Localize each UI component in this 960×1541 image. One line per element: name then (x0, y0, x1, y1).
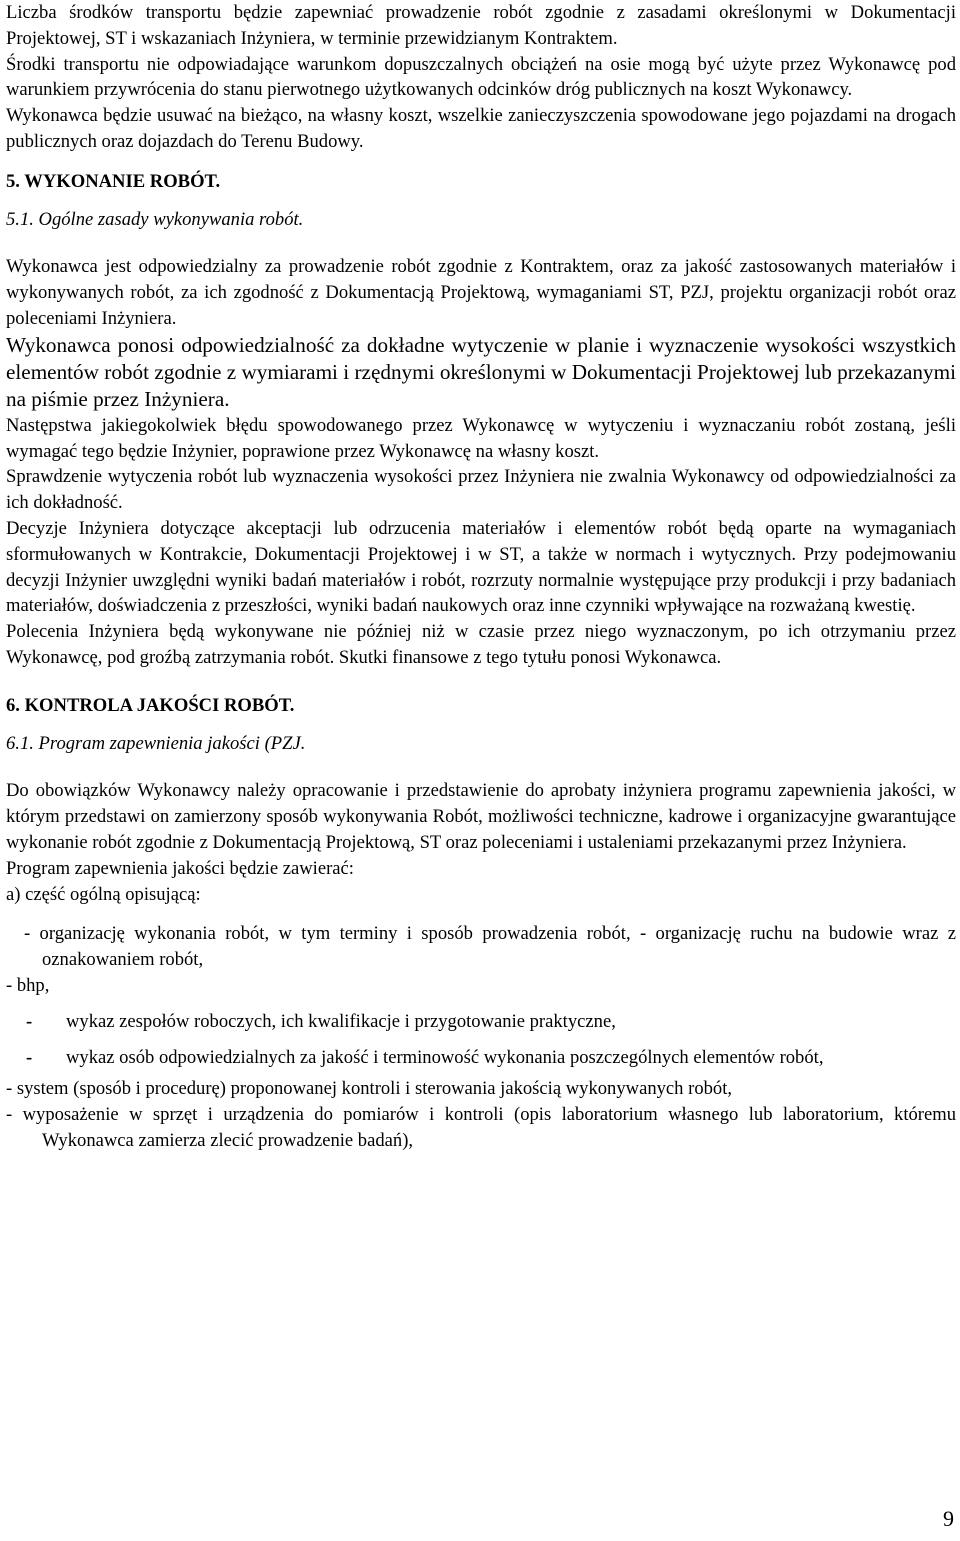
bullet-text: wykaz zespołów roboczych, ich kwalifikacje i przygotowanie praktyczne, (66, 1010, 616, 1032)
paragraph-pzj-intro: Do obowiązków Wykonawcy należy opracowanie i przedstawienie do aprobaty inżyniera programu zapewnienia jakości, w którym przedstawi on zamierzony sposób wykonywania Robót, możliwości techniczne, kadrowe i organizacyjne gwarantujące wykonanie robót zgodnie z Dokumentacją Projektową, ST oraz poleceniami i ustaleniami przekazanymi przez Inżyniera. (6, 780, 956, 853)
paragraph-transport-load: Środki transportu nie odpowiadające warunkom dopuszczalnych obciążeń na osie mogą być użyte przez Wykonawcę pod warunkiem przywrócenia do stanu pierwotnego użytkowanych odcinków dróg publicznych na koszt Wykonawcy. (6, 53, 956, 101)
document-page (6, 0, 956, 1154)
section-5-heading: 5. WYKONANIE ROBÓT. (6, 170, 221, 192)
part-a-line: a) część ogólną opisującą: (6, 883, 201, 905)
paragraph-verification: Sprawdzenie wytyczenia robót lub wyznaczenia wysokości przez Inżyniera nie zwalnia Wykonawcy od odpowiedzialności za ich dokładność. (6, 466, 956, 514)
bullet-item-persons (6, 1045, 956, 1071)
paragraph-responsibility: Wykonawca jest odpowiedzialny za prowadzenie robót zgodnie z Kontraktem, oraz za jakość zastosowanych materiałów i wykonywanych robót, za ich zgodność z Dokumentacją Projektową, wymaganiami ST, PZJ, projektu organizacji robót oraz poleceniami Inżyniera. (6, 256, 956, 329)
paragraph-orders: Polecenia Inżyniera będą wykonywane nie później niż w czasie przez niego wyznaczonym, po ich otrzymaniu przez Wykonawcę, pod groźbą zatrzymania robót. Skutki finansowe z tego tytułu ponosi Wykonawca. (6, 621, 956, 668)
paragraph-setting-out: Wykonawca ponosi odpowiedzialność za dokładne wytyczenie w planie i wyznaczenie wysokości wszystkich elementów robót zgodnie z wymiarami i rzędnymi określonymi w Dokumentacji Projektowej lub przekazanymi na piśmie przez Inżyniera. (6, 332, 956, 411)
paragraph-cleaning: Wykonawca będzie usuwać na bieżąco, na własny koszt, wszelkie zanieczyszczenia spowodowane jego pojazdami na drogach publicznych oraz dojazdach do Terenu Budowy. (6, 105, 956, 152)
section-6-1-heading: 6.1. Program zapewnienia jakości (PZJ. (6, 732, 306, 754)
paragraph-errors: Następstwa jakiegokolwiek błędu spowodowanego przez Wykonawcę w wytyczeniu i wyznaczaniu robót zostaną, jeśli wymagać tego będzie Inżynier, poprawione przez Wykonawcę na własny koszt. (6, 414, 956, 462)
bullet-item-teams (6, 1009, 956, 1035)
list-item-equipment: - wyposażenie w sprzęt i urządzenia do pomiarów i kontroli (opis laboratorium własnego lub laboratorium, któremu Wykonawca zamierza zlecić prowadzenie badań), (6, 1104, 956, 1151)
page-number: 9 (943, 1506, 954, 1531)
paragraph-transport-count: Liczba środków transportu będzie zapewniać prowadzenie robót zgodnie z zasadami określonymi w Dokumentacji Projektowej, ST i wskazaniach Inżyniera, w terminie przewidzianym Kontraktem. (6, 2, 956, 49)
section-5-1-heading: 5.1. Ogólne zasady wykonywania robót. (6, 208, 304, 230)
program-line: Program zapewnienia jakości będzie zawierać: (6, 857, 354, 879)
bullet-text: wykaz osób odpowiedzialnych za jakość i terminowość wykonania poszczególnych elementów robót, (66, 1046, 824, 1068)
paragraph-decisions: Decyzje Inżyniera dotyczące akceptacji lub odrzucenia materiałów i elementów robót będą oparte na wymaganiach sformułowanych w Kontrakcie, Dokumentacji Projektowej i w ST, a także w normach i wytycznych. Przy podejmowaniu decyzji Inżynier uwzględni wyniki badań materiałów i robót, rozrzuty normalnie występujące przy produkcji i przy badaniach materiałów, doświadczenia z przeszłości, wyniki badań naukowych oraz inne czynniki wpływające na rozważaną kwestię. (6, 517, 956, 617)
list-item-organization: - organizację wykonania robót, w tym terminy i sposób prowadzenia robót, - organizację ruchu na budowie wraz z oznakowaniem robót, (24, 923, 956, 971)
list-item-system: - system (sposób i procedurę) proponowanej kontroli i sterowania jakością wykonywanych robót, (6, 1078, 733, 1100)
list-item-bhp: - bhp, (6, 974, 50, 996)
section-6-heading: 6. KONTROLA JAKOŚCI ROBÓT. (6, 694, 295, 716)
bullet-mark: - (26, 1010, 33, 1032)
bullet-mark: - (26, 1046, 33, 1068)
